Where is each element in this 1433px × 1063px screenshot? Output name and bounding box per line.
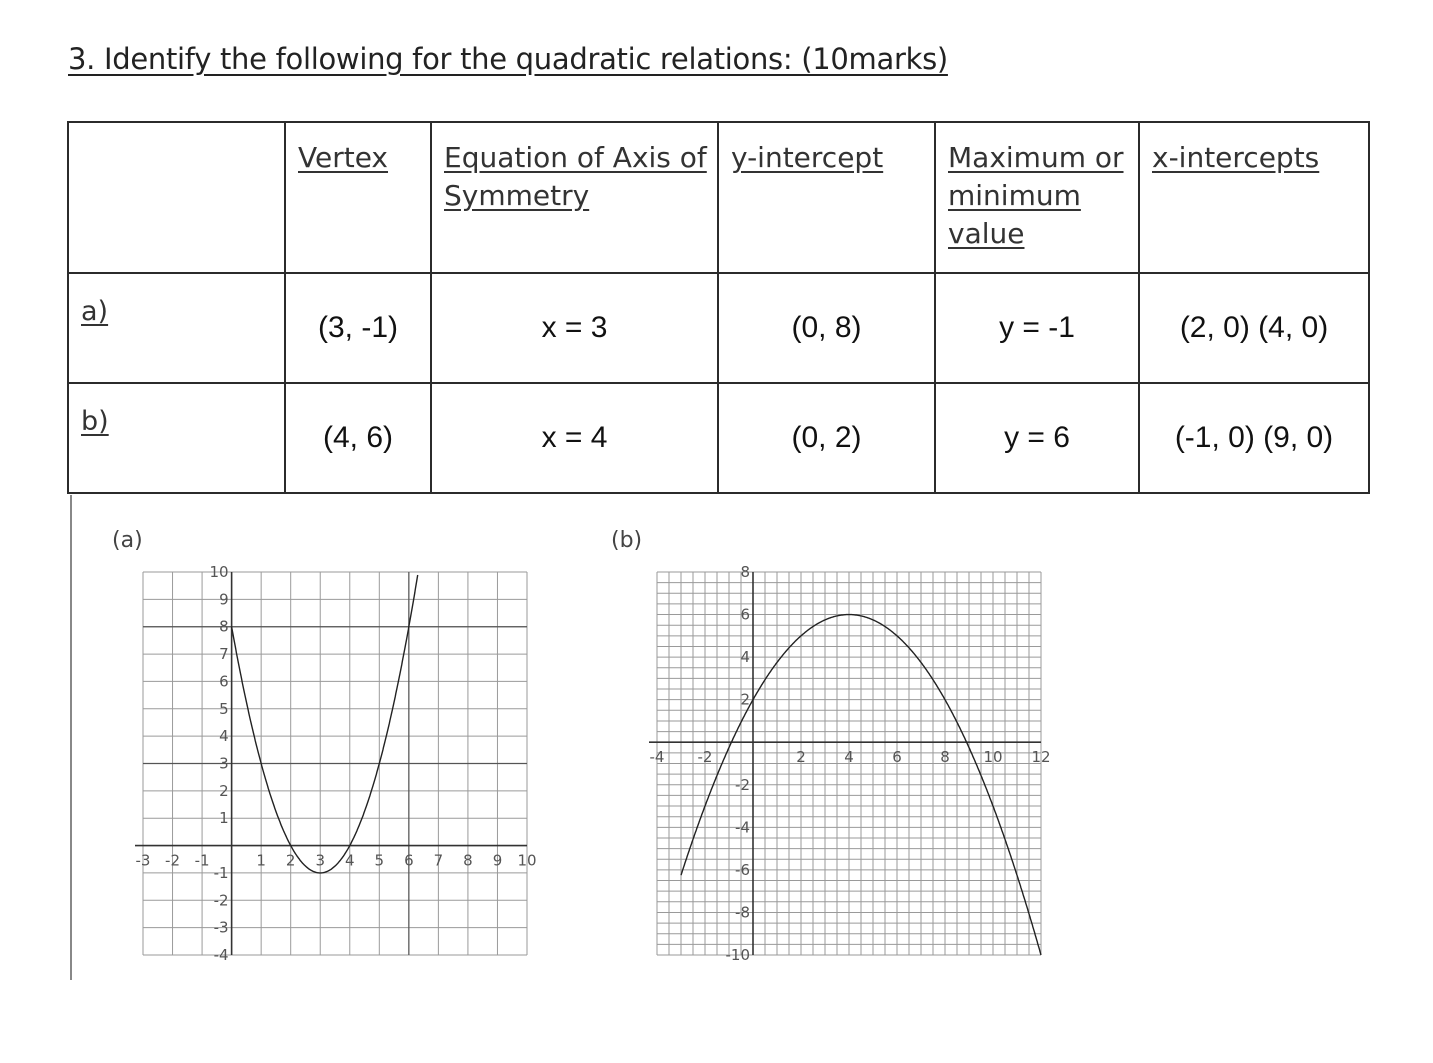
graph-b-x-tick-label: 4 bbox=[844, 748, 854, 767]
header-y-intercept: y-intercept bbox=[718, 122, 935, 273]
graph-a-y-tick-label: 7 bbox=[219, 645, 229, 664]
graph-a-label: (a) bbox=[112, 528, 143, 553]
cell-max-min: y = -1 bbox=[935, 273, 1139, 383]
header-axis-of-symmetry: Equation of Axis of Symmetry bbox=[431, 122, 718, 273]
graph-a-x-tick-label: -3 bbox=[135, 851, 151, 870]
cell-x-intercepts: (-1, 0) (9, 0) bbox=[1139, 383, 1369, 493]
cell-y-intercept: (0, 8) bbox=[718, 273, 935, 383]
graph-b-x-tick-label: 8 bbox=[940, 748, 950, 767]
question-title: 3. Identify the following for the quadratic relations: (10marks) bbox=[68, 42, 948, 76]
graph-a-parabola bbox=[232, 575, 418, 873]
graph-a-x-tick-label: 8 bbox=[463, 851, 473, 870]
header-vertex: Vertex bbox=[285, 122, 431, 273]
graph-a-x-tick-label: 1 bbox=[256, 851, 266, 870]
graph-a-y-tick-label: -1 bbox=[213, 863, 229, 882]
graph-b-y-tick-label: -10 bbox=[725, 946, 750, 964]
graph-b-x-tick-label: 12 bbox=[1031, 748, 1051, 767]
graph-b-label: (b) bbox=[611, 528, 643, 553]
graph-a-x-tick-label: 3 bbox=[315, 851, 326, 870]
graph-a-x-tick-label: -2 bbox=[165, 851, 181, 870]
graph-a-x-tick-label: 4 bbox=[344, 851, 355, 870]
graph-b-y-tick-label: 8 bbox=[740, 563, 750, 581]
graph-a-x-tick-label: 9 bbox=[492, 851, 503, 870]
graph-a-y-tick-label: 1 bbox=[219, 809, 229, 828]
graph-b-y-tick-label: -2 bbox=[735, 775, 750, 794]
graph-b-y-tick-label: -8 bbox=[735, 903, 750, 922]
graph-b-y-tick-label: 2 bbox=[740, 690, 750, 709]
cell-y-intercept: (0, 2) bbox=[718, 383, 935, 493]
cell-max-min: y = 6 bbox=[935, 383, 1139, 493]
row-label: b) bbox=[68, 383, 285, 493]
graph-a-y-tick-label: 3 bbox=[219, 754, 229, 773]
cell-axis: x = 4 bbox=[431, 383, 718, 493]
graph-a-y-tick-label: -3 bbox=[213, 918, 229, 937]
graph-b-x-tick-label: 2 bbox=[796, 748, 806, 767]
graph-a-y-tick-label: 8 bbox=[219, 617, 229, 636]
cell-x-intercepts: (2, 0) (4, 0) bbox=[1139, 273, 1369, 383]
graph-a-y-tick-label: -2 bbox=[213, 891, 229, 910]
cell-vertex: (3, -1) bbox=[285, 273, 431, 383]
row-label: a) bbox=[68, 273, 285, 383]
graph-a-x-tick-label: 6 bbox=[404, 851, 414, 870]
graph-a-y-tick-label: 6 bbox=[219, 672, 229, 691]
graph-b-y-tick-label: 6 bbox=[740, 605, 750, 624]
graph-a-x-tick-label: 2 bbox=[285, 851, 296, 870]
graph-a-y-tick-label: 4 bbox=[219, 727, 229, 746]
graph-a-y-tick-label: 10 bbox=[209, 563, 229, 581]
graph-b-x-tick-label: -2 bbox=[697, 748, 713, 767]
graph-a-x-tick-label: 10 bbox=[517, 851, 537, 870]
header-max-min: Maximum or minimum value bbox=[935, 122, 1139, 273]
header-x-intercepts: x-intercepts bbox=[1139, 122, 1369, 273]
graph-a-x-tick-label: 7 bbox=[433, 851, 444, 870]
graph-b-x-tick-label: 6 bbox=[892, 748, 902, 767]
graph-a-y-tick-label: 2 bbox=[219, 781, 229, 800]
graph-b-y-tick-label: 4 bbox=[740, 648, 750, 667]
graph-b-y-tick-label: -6 bbox=[735, 860, 750, 879]
cell-axis: x = 3 bbox=[431, 273, 718, 383]
graph-a-y-tick-label: 5 bbox=[219, 699, 229, 718]
graph-a-y-tick-label: -4 bbox=[213, 946, 229, 964]
graph-a-y-tick-label: 9 bbox=[219, 590, 229, 609]
graph-b-x-tick-label: -4 bbox=[649, 748, 665, 767]
graph-a-x-tick-label: 5 bbox=[374, 851, 385, 870]
cell-vertex: (4, 6) bbox=[285, 383, 431, 493]
graph-b-x-tick-label: 10 bbox=[983, 748, 1003, 767]
graph-a-x-tick-label: -1 bbox=[194, 851, 210, 870]
graph-b-y-tick-label: -4 bbox=[735, 818, 750, 837]
